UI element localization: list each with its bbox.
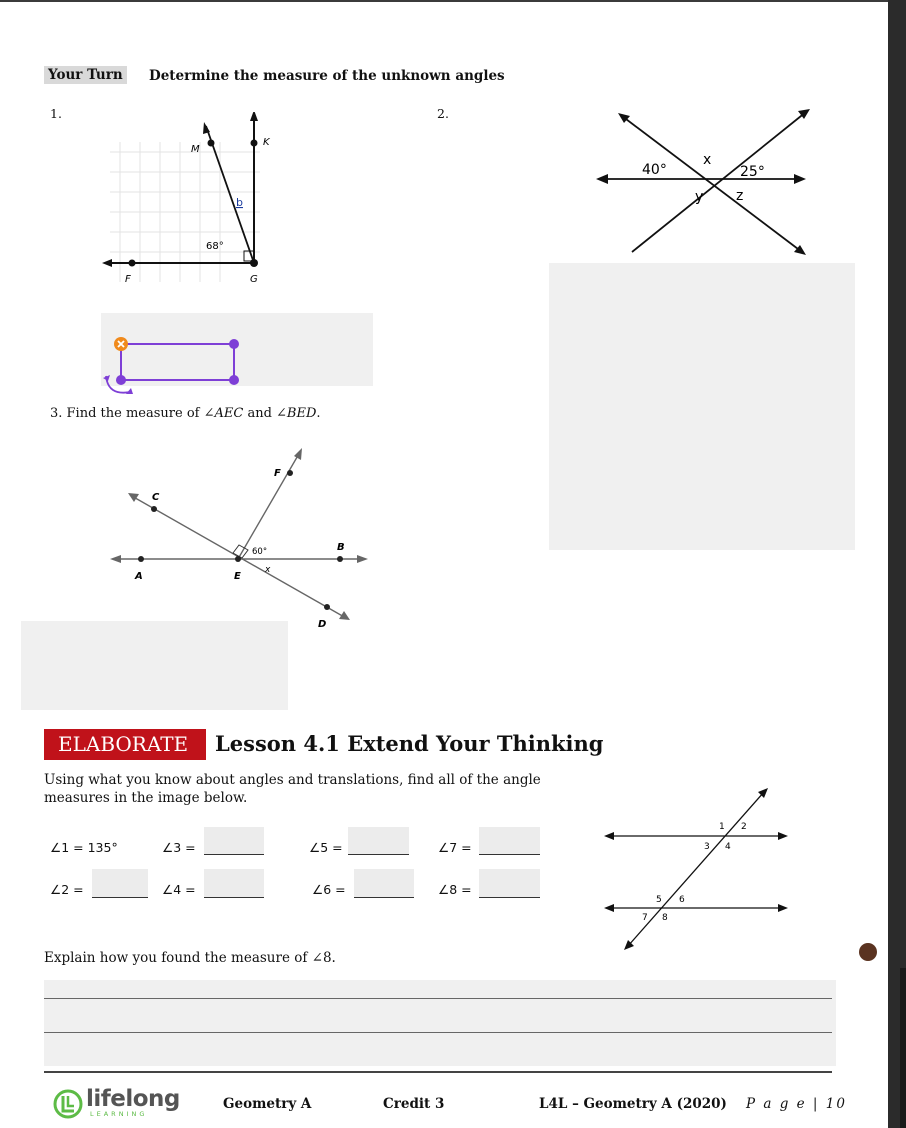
- angle5-label: ∠5 =: [309, 840, 343, 855]
- explain-answer-area[interactable]: [44, 980, 836, 1066]
- angle-aec: ∠AEC: [203, 406, 244, 421]
- angle4-input[interactable]: [204, 869, 264, 898]
- arrowhead-up: [250, 112, 258, 121]
- logo-subtext: LEARNING: [90, 1110, 148, 1118]
- angle5-input[interactable]: [348, 827, 409, 855]
- angle2-label: ∠2 =: [50, 882, 84, 897]
- resize-handle-bottom-right[interactable]: [229, 375, 239, 385]
- selection-frame[interactable]: [100, 330, 250, 400]
- angle6-label: ∠6 =: [312, 882, 346, 897]
- unknown-b-label: b: [236, 196, 243, 209]
- label-f: F: [125, 274, 131, 285]
- label-5: 5: [656, 895, 662, 905]
- label-e: E: [234, 571, 241, 582]
- problem1-diagram: [96, 112, 276, 292]
- angle-40-label: 40°: [642, 162, 667, 178]
- label-8: 8: [662, 913, 668, 923]
- top-border: [0, 0, 906, 2]
- angle6-input[interactable]: [354, 869, 414, 898]
- page-number: P a g e | 10: [746, 1096, 847, 1112]
- point-c: [151, 506, 157, 512]
- angle-68-label: 68°: [206, 241, 224, 252]
- explain-prompt: Explain how you found the measure of ∠8.: [44, 950, 336, 966]
- problem1-number: 1.: [50, 106, 62, 121]
- unknown-z-label: z: [736, 188, 744, 204]
- arrowhead-left: [102, 259, 112, 267]
- angle3-label: ∠3 =: [162, 840, 196, 855]
- logo-text: lifelong: [86, 1086, 180, 1112]
- label-d: D: [318, 619, 327, 630]
- problem3-answer-box[interactable]: [21, 621, 288, 710]
- annotation-dot[interactable]: [859, 943, 877, 961]
- label-2: 2: [741, 822, 747, 832]
- point-m: [208, 140, 215, 147]
- label-f: F: [274, 468, 281, 479]
- lifelong-logo-icon: [52, 1088, 84, 1120]
- footer-credit: Credit 3: [383, 1096, 445, 1112]
- arrow-top-right: [778, 832, 788, 840]
- point-b: [337, 556, 343, 562]
- resize-handle-bottom-left[interactable]: [116, 375, 126, 385]
- arrow-left: [596, 174, 608, 184]
- point-f: [287, 470, 293, 476]
- arrow-bottom-right: [778, 904, 788, 912]
- problem3-prompt: 3. Find the measure of ∠AEC and ∠BED.: [50, 406, 321, 421]
- lesson-title: Lesson 4.1 Extend Your Thinking: [215, 731, 604, 756]
- elaborate-instructions: Using what you know about angles and translations, find all of the angle measures in the image below.: [44, 772, 541, 806]
- unknown-x-label: x: [265, 565, 271, 575]
- footer-program: L4L – Geometry A (2020): [539, 1096, 727, 1112]
- unknown-y-label: y: [695, 189, 704, 205]
- point-f: [129, 260, 136, 267]
- your-turn-instruction: Determine the measure of the unknown angles: [149, 68, 505, 84]
- angle-25-label: 25°: [740, 164, 765, 180]
- point-d: [324, 604, 330, 610]
- answer-rule-1: [44, 998, 832, 999]
- rotate-arrow-end: [126, 388, 133, 394]
- problem2-diagram: [592, 104, 814, 264]
- label-6: 6: [679, 895, 685, 905]
- point-a: [138, 556, 144, 562]
- line-up: [632, 112, 806, 252]
- elaborate-badge: ELABORATE: [44, 729, 206, 760]
- scrollbar-thumb[interactable]: [900, 968, 906, 1128]
- angle8-label: ∠8 =: [438, 882, 472, 897]
- transversal-diagram: [600, 786, 790, 952]
- your-turn-label: Your Turn: [44, 66, 127, 84]
- arrowhead-m: [203, 122, 210, 134]
- label-1: 1: [719, 822, 725, 832]
- label-g: G: [250, 274, 258, 285]
- label-b: B: [337, 542, 345, 553]
- arrow-b: [357, 555, 368, 563]
- label-4: 4: [725, 842, 731, 852]
- footer-course: Geometry A: [223, 1096, 312, 1112]
- angle7-label: ∠7 =: [438, 840, 472, 855]
- problem3-diagram: [108, 446, 368, 636]
- arrow-a: [110, 555, 121, 563]
- resize-handle-top-right[interactable]: [229, 339, 239, 349]
- angle3-input[interactable]: [204, 827, 264, 855]
- point-k: [251, 140, 258, 147]
- arrow-top-left: [604, 832, 614, 840]
- angle2-input[interactable]: [92, 869, 148, 898]
- selection-rect[interactable]: [121, 344, 234, 380]
- angle4-label: ∠4 =: [162, 882, 196, 897]
- angle8-input[interactable]: [479, 869, 540, 898]
- angle7-input[interactable]: [479, 827, 540, 855]
- angle1-given: ∠1 = 135°: [50, 840, 118, 855]
- arrow-c: [128, 493, 139, 502]
- footer-divider: [44, 1071, 832, 1073]
- unknown-x-label: x: [703, 152, 712, 168]
- problem2-answer-box[interactable]: [549, 263, 855, 550]
- angle-bed: ∠BED: [276, 406, 317, 421]
- point-g: [250, 259, 258, 267]
- label-7: 7: [642, 913, 648, 923]
- label-3: 3: [704, 842, 710, 852]
- ray-ef: [238, 452, 300, 559]
- point-e: [235, 556, 241, 562]
- viewer-scrollbar[interactable]: [888, 0, 906, 1128]
- label-k: K: [263, 137, 270, 148]
- arrow-f: [294, 448, 302, 460]
- arrow-right: [794, 174, 806, 184]
- arrow-bottom-left: [604, 904, 614, 912]
- label-c: C: [152, 492, 160, 503]
- angle-60-label: 60°: [252, 547, 268, 557]
- transversal-line: [628, 792, 764, 946]
- label-a: A: [135, 571, 143, 582]
- answer-rule-2: [44, 1032, 832, 1033]
- label-m: M: [191, 144, 200, 155]
- problem2-number: 2.: [437, 106, 449, 121]
